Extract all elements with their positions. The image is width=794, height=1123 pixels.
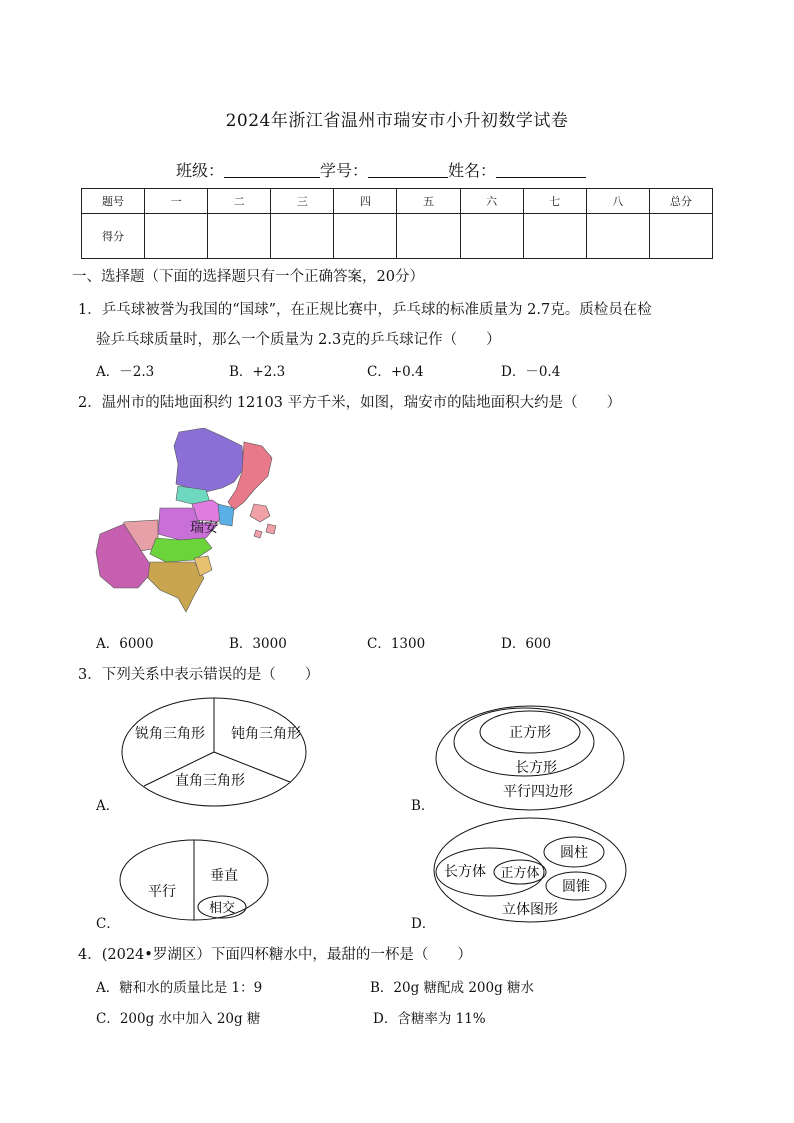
header-cell: 二 [208,189,271,214]
question-4-text: 4．(2024•罗湖区）下面四杯糖水中，最甜的一杯是（ ） [78,947,472,963]
diagram-a-label: 直角三角形 [175,773,245,789]
header-cell: 三 [271,189,334,214]
diagram-d-label: 长方体 [444,864,486,880]
question-1-line-2: 验乒乓球质量时，那么一个质量为 2.3克的乒乓球记作（ ） [96,332,501,348]
question-4-option-b[interactable]: B．20g 糖配成 200g 糖水 [370,980,535,996]
class-blank[interactable] [224,161,320,178]
question-1-option-b[interactable]: B．+2.3 [229,364,286,380]
student-id-label: 学号： [320,161,369,180]
question-1-option-c[interactable]: C．+0.4 [367,364,424,380]
student-id-blank[interactable] [368,161,448,178]
score-cell[interactable] [334,214,397,259]
score-cell[interactable] [523,214,586,259]
diagram-b [436,706,624,810]
question-3-option-b[interactable]: B． [411,798,435,814]
header-cell: 八 [586,189,649,214]
score-cell[interactable] [397,214,460,259]
score-cell[interactable] [586,214,649,259]
question-3-option-d[interactable]: D． [411,916,436,932]
diagram-d-label: 正方体 [500,866,540,881]
header-cell: 一 [145,189,208,214]
diagram-c [120,840,268,920]
diagram-d-label: 圆柱 [560,845,588,861]
header-cell: 六 [460,189,523,214]
diagram-b-label: 长方形 [515,760,557,776]
diagram-b-label: 平行四边形 [503,784,573,800]
score-cell[interactable] [460,214,523,259]
question-3-option-a[interactable]: A． [96,798,120,814]
diagram-d [434,818,626,922]
question-3-diagrams [90,690,710,930]
header-cell: 七 [523,189,586,214]
map-region-longwan [218,504,234,526]
map-region-dongtou [250,504,276,538]
map-region-cangnan [148,562,204,612]
question-4-option-c[interactable]: C．200g 水中加入 20g 糖 [96,1011,261,1027]
question-2-text: 2．温州市的陆地面积约 12103 平方千米，如图，瑞安市的陆地面积大约是（ ） [78,395,622,411]
section-heading: 一、选择题（下面的选择题只有一个正确答案，20分） [72,269,424,285]
wenzhou-map [94,428,284,614]
diagram-c-label: 相交 [208,901,236,916]
header-cell: 四 [334,189,397,214]
diagram-a [122,698,306,806]
question-4-option-a[interactable]: A．糖和水的质量比是 1：9 [96,980,263,996]
question-2-option-a[interactable]: A．6000 [96,636,154,652]
header-cell: 五 [397,189,460,214]
question-1-option-a[interactable]: A．－2.3 [96,364,155,380]
score-cell[interactable] [208,214,271,259]
question-2-option-c[interactable]: C．1300 [367,636,426,652]
question-2-option-d[interactable]: D．600 [501,636,552,652]
diagram-b-label: 正方形 [509,725,551,741]
question-2-option-b[interactable]: B．3000 [229,636,287,652]
page-title: 2024年浙江省温州市瑞安市小升初数学试卷 [225,111,569,131]
name-blank[interactable] [496,161,586,178]
map-region-yongjia [174,428,244,492]
student-info [176,158,586,181]
class-label: 班级： [176,161,225,180]
row-label: 得分 [82,214,145,259]
diagram-c-label: 垂直 [210,868,238,884]
map-label-ruian: 瑞安 [190,520,218,536]
question-3-option-c[interactable]: C． [96,916,120,932]
score-table [81,188,713,259]
question-3-text: 3．下列关系中表示错误的是（ ） [78,667,320,683]
header-cell: 总分 [649,189,712,214]
diagram-a-label: 锐角三角形 [135,726,205,742]
diagram-c-label: 平行 [148,884,176,900]
question-4-option-d[interactable]: D．含糖率为 11% [373,1011,486,1027]
score-cell[interactable] [271,214,334,259]
name-label: 姓名： [448,161,497,180]
score-cell[interactable] [649,214,712,259]
score-table-row [82,214,713,259]
diagram-d-label: 圆锥 [562,879,590,895]
score-cell[interactable] [145,214,208,259]
question-1-line-1: 1．乒乓球被誉为我国的“国球”，在正规比赛中，乒乓球的标准质量为 2.7克。质检员在检 [78,302,652,318]
header-cell: 题号 [82,189,145,214]
diagram-a-label: 钝角三角形 [231,726,301,742]
diagram-d-label: 立体图形 [502,902,558,918]
score-table-header [82,189,713,214]
question-1-option-d[interactable]: D．－0.4 [501,364,561,380]
